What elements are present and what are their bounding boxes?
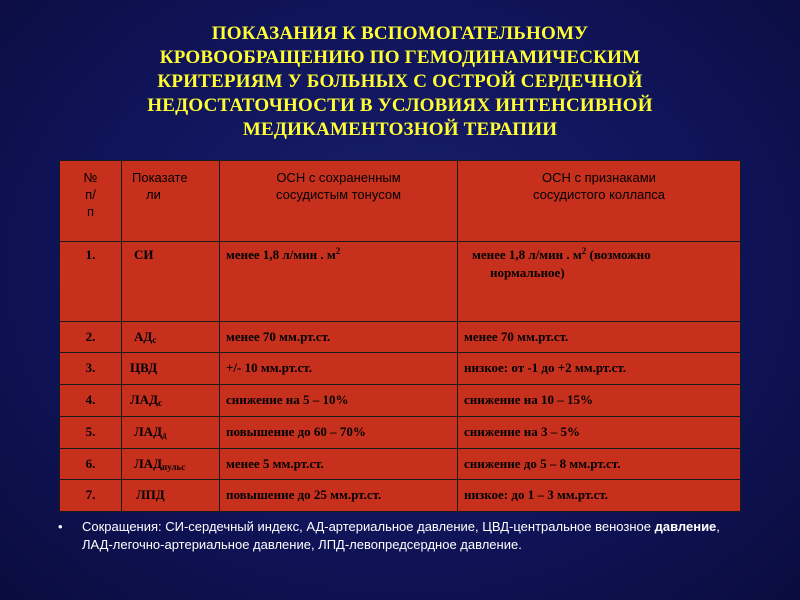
abbreviations-text — [58, 518, 748, 554]
row-num: 6. — [60, 448, 122, 480]
title-line: ПОКАЗАНИЯ К ВСПОМОГАТЕЛЬНОМУ — [211, 23, 589, 44]
title-line: МЕДИКАМЕНТОЗНОЙ ТЕРАПИИ — [242, 119, 558, 140]
header-col1-line: ОСН с сохраненным — [276, 170, 401, 185]
row-num: 3. — [60, 353, 122, 385]
col2-text: (возможно — [586, 247, 651, 263]
table-row — [60, 353, 741, 385]
row-col1: повышение до 25 мм.рт.ст. — [220, 480, 458, 512]
indicator-subscript: с — [158, 398, 163, 409]
row-indicator — [122, 480, 220, 512]
header-col2-line: сосудистого коллапса — [532, 187, 666, 202]
indicator-subscript: с — [152, 334, 157, 345]
col1-text: менее 1,8 л/мин . м — [226, 247, 336, 263]
bullet-icon: • — [58, 519, 63, 534]
abbreviations-note — [58, 518, 748, 554]
row-indicator — [122, 416, 220, 448]
title-line: НЕДОСТАТОЧНОСТИ В УСЛОВИЯХ ИНТЕНСИВНОЙ — [147, 95, 653, 116]
row-num: 1. — [60, 242, 122, 321]
header-col2 — [458, 161, 741, 242]
header-indicator — [122, 161, 220, 242]
header-indicator-line: ли — [146, 187, 161, 202]
indicator-text: АД — [134, 328, 153, 344]
header-col1 — [220, 161, 458, 242]
row-num: 2. — [60, 321, 122, 353]
row-col2: низкое: до 1 – 3 мм.рт.ст. — [458, 480, 741, 512]
row-num: 4. — [60, 385, 122, 417]
table-row — [60, 321, 741, 353]
row-indicator — [122, 242, 220, 321]
header-col2-line: ОСН с признаками — [542, 170, 656, 185]
table-row — [60, 448, 741, 480]
header-col1-line: сосудистым тонусом — [275, 187, 402, 202]
table-row — [60, 385, 741, 417]
header-num-line: № — [83, 170, 98, 185]
header-num-line: п/ — [85, 187, 96, 202]
row-col1: менее 5 мм.рт.ст. — [220, 448, 458, 480]
col2-superscript: 2 — [581, 246, 587, 257]
col2-line — [472, 246, 734, 264]
row-indicator — [122, 353, 220, 385]
criteria-table — [59, 160, 741, 512]
col1-superscript: 2 — [335, 246, 341, 257]
row-indicator — [122, 448, 220, 480]
row-col1: повышение до 60 – 70% — [220, 416, 458, 448]
title-line: КРОВООБРАЩЕНИЮ ПО ГЕМОДИНАМИЧЕСКИМ — [159, 47, 641, 68]
row-num: 7. — [60, 480, 122, 512]
row-col1 — [220, 242, 458, 321]
note-bold-text: давление — [654, 519, 717, 534]
title-line: КРИТЕРИЯМ У БОЛЬНЫХ С ОСТРОЙ СЕРДЕЧНОЙ — [157, 71, 643, 92]
row-num: 5. — [60, 416, 122, 448]
row-indicator — [122, 385, 220, 417]
table-row — [60, 242, 741, 321]
row-col2: снижение на 10 – 15% — [458, 385, 741, 417]
row-col2: менее 70 мм.рт.ст. — [458, 321, 741, 353]
row-col1: снижение на 5 – 10% — [220, 385, 458, 417]
indicator-subscript: пульс — [162, 461, 186, 472]
indicator-text: ЛАД — [134, 423, 163, 439]
row-col2: низкое: от -1 до +2 мм.рт.ст. — [458, 353, 741, 385]
table-row — [60, 480, 741, 512]
row-col2 — [458, 242, 741, 321]
row-col1: менее 70 мм.рт.ст. — [220, 321, 458, 353]
header-num — [60, 161, 122, 242]
table-row — [60, 416, 741, 448]
indicator-text: СИ — [134, 247, 154, 263]
row-col1: +/- 10 мм.рт.ст. — [220, 353, 458, 385]
indicator-text: ЛПД — [136, 487, 165, 503]
indicator-subscript: д — [162, 429, 167, 440]
col2-text: менее 1,8 л/мин . м — [472, 247, 582, 263]
note-text: Сокращения: СИ-сердечный индекс, АД-артериальное давление, ЦВД-центральное венозное — [82, 519, 655, 534]
indicator-text: ЦВД — [130, 360, 158, 376]
header-indicator-line: Показате — [132, 170, 188, 185]
row-col2: снижение до 5 – 8 мм.рт.ст. — [458, 448, 741, 480]
row-col2: снижение на 3 – 5% — [458, 416, 741, 448]
row-indicator — [122, 321, 220, 353]
note-text: , ЛАД-легочно-артериальное давление, ЛПД-левопредсердное давление. — [82, 519, 720, 552]
col2-line: нормальное) — [490, 265, 565, 281]
indicator-text: ЛАД — [134, 455, 163, 471]
header-num-line: п — [86, 204, 95, 219]
indicator-text: ЛАД — [130, 392, 159, 408]
table-header-row — [60, 161, 741, 242]
slide-title — [20, 22, 780, 142]
